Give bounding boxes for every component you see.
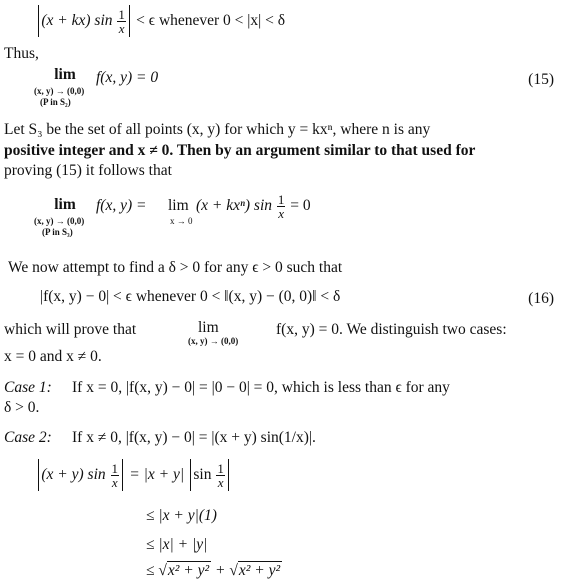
abs-bar-right	[129, 5, 130, 37]
abs-bar-left-2	[190, 459, 191, 491]
radical-1: x² + y²	[167, 562, 210, 579]
para3-lim-sub: (x, y) → (0,0)	[188, 336, 239, 346]
thus-text: Thus,	[4, 45, 39, 62]
para3-lim: lim	[198, 319, 219, 336]
limit-15-sub: (x, y) → (0,0)	[34, 86, 85, 96]
eq15-number: (15)	[528, 71, 554, 88]
para3-before: which will prove that	[4, 321, 137, 338]
limit-s3-cond: (P in S₃)	[42, 227, 73, 237]
expr-left: (x + kx) sin	[41, 12, 113, 29]
eq16-number: (16)	[528, 290, 554, 307]
abs-bar-right-2	[228, 459, 229, 491]
limit-s3-sub: (x, y) → (0,0)	[34, 216, 85, 226]
eq-s3-left: f(x, y) =	[96, 197, 147, 214]
case2-label: Case 2:	[4, 429, 52, 446]
para1-line1: Let S₃ be the set of all points (x, y) for which y = kxⁿ, where n is any	[4, 121, 431, 138]
para2-text: We now attempt to find a δ > 0 for any ϵ > 0 such that	[8, 259, 343, 276]
fraction: $\frac{1}{x}$	[111, 460, 119, 490]
radical-2: x² + y²	[238, 562, 281, 579]
para1-line3: proving (15) it follows that	[4, 162, 172, 179]
case1-text: If x = 0, |f(x, y) − 0| = |0 − 0| = 0, which is less than ϵ for any	[72, 379, 450, 396]
lim-word: lim	[54, 66, 76, 83]
abs-bar-left	[38, 459, 39, 491]
abs-bar-left	[38, 5, 39, 37]
para3-after: f(x, y) = 0. We distinguish two cases:	[276, 321, 507, 338]
case1-label: Case 1:	[4, 379, 52, 396]
eq-s3-lim2-sub: x → 0	[170, 216, 193, 226]
fraction: $\frac{1}{x}$	[118, 6, 125, 36]
para3-line2: x = 0 and x ≠ 0.	[4, 348, 102, 365]
inequality-rest: < ϵ whenever 0 < |x| < δ	[136, 12, 286, 29]
eq-s3-lim2: lim	[168, 197, 189, 214]
chain-step3: ≤ |x| + |y|	[146, 536, 208, 553]
limit-15	[40, 66, 90, 84]
chain-step2: ≤ |x + y|(1)	[146, 507, 217, 524]
lim-word: lim	[54, 196, 76, 213]
chain-step4: ≤ √x² + y² + √x² + y²	[146, 562, 281, 579]
eq16-expr: |f(x, y) − 0| < ϵ whenever 0 < ‖(x, y) − (0, 0)‖ < δ	[40, 288, 341, 305]
case1-line2: δ > 0.	[4, 399, 40, 416]
abs-bar-right	[122, 459, 123, 491]
fraction: $\frac{1}{x}$	[277, 191, 285, 221]
limit-15-cond: (P in S₂)	[40, 97, 71, 107]
eq15-expr: f(x, y) = 0	[96, 69, 159, 86]
eq-s3-mid: (x + kxⁿ) sin $\frac{1}{x}$ = 0	[196, 191, 311, 221]
inequality-line	[36, 4, 285, 38]
fraction-2: $\frac{1}{x}$	[217, 460, 224, 490]
case2-text: If x ≠ 0, |f(x, y) − 0| = |(x + y) sin(1/x)|.	[72, 429, 316, 446]
chain-first: (x + y) sin $\frac{1}{x}$ = |x + y| sin $\frac{1}{x}$	[36, 458, 231, 492]
limit-s3	[40, 196, 90, 214]
para1-line2: positive integer and x ≠ 0. Then by an argument similar to that used for	[4, 142, 476, 159]
